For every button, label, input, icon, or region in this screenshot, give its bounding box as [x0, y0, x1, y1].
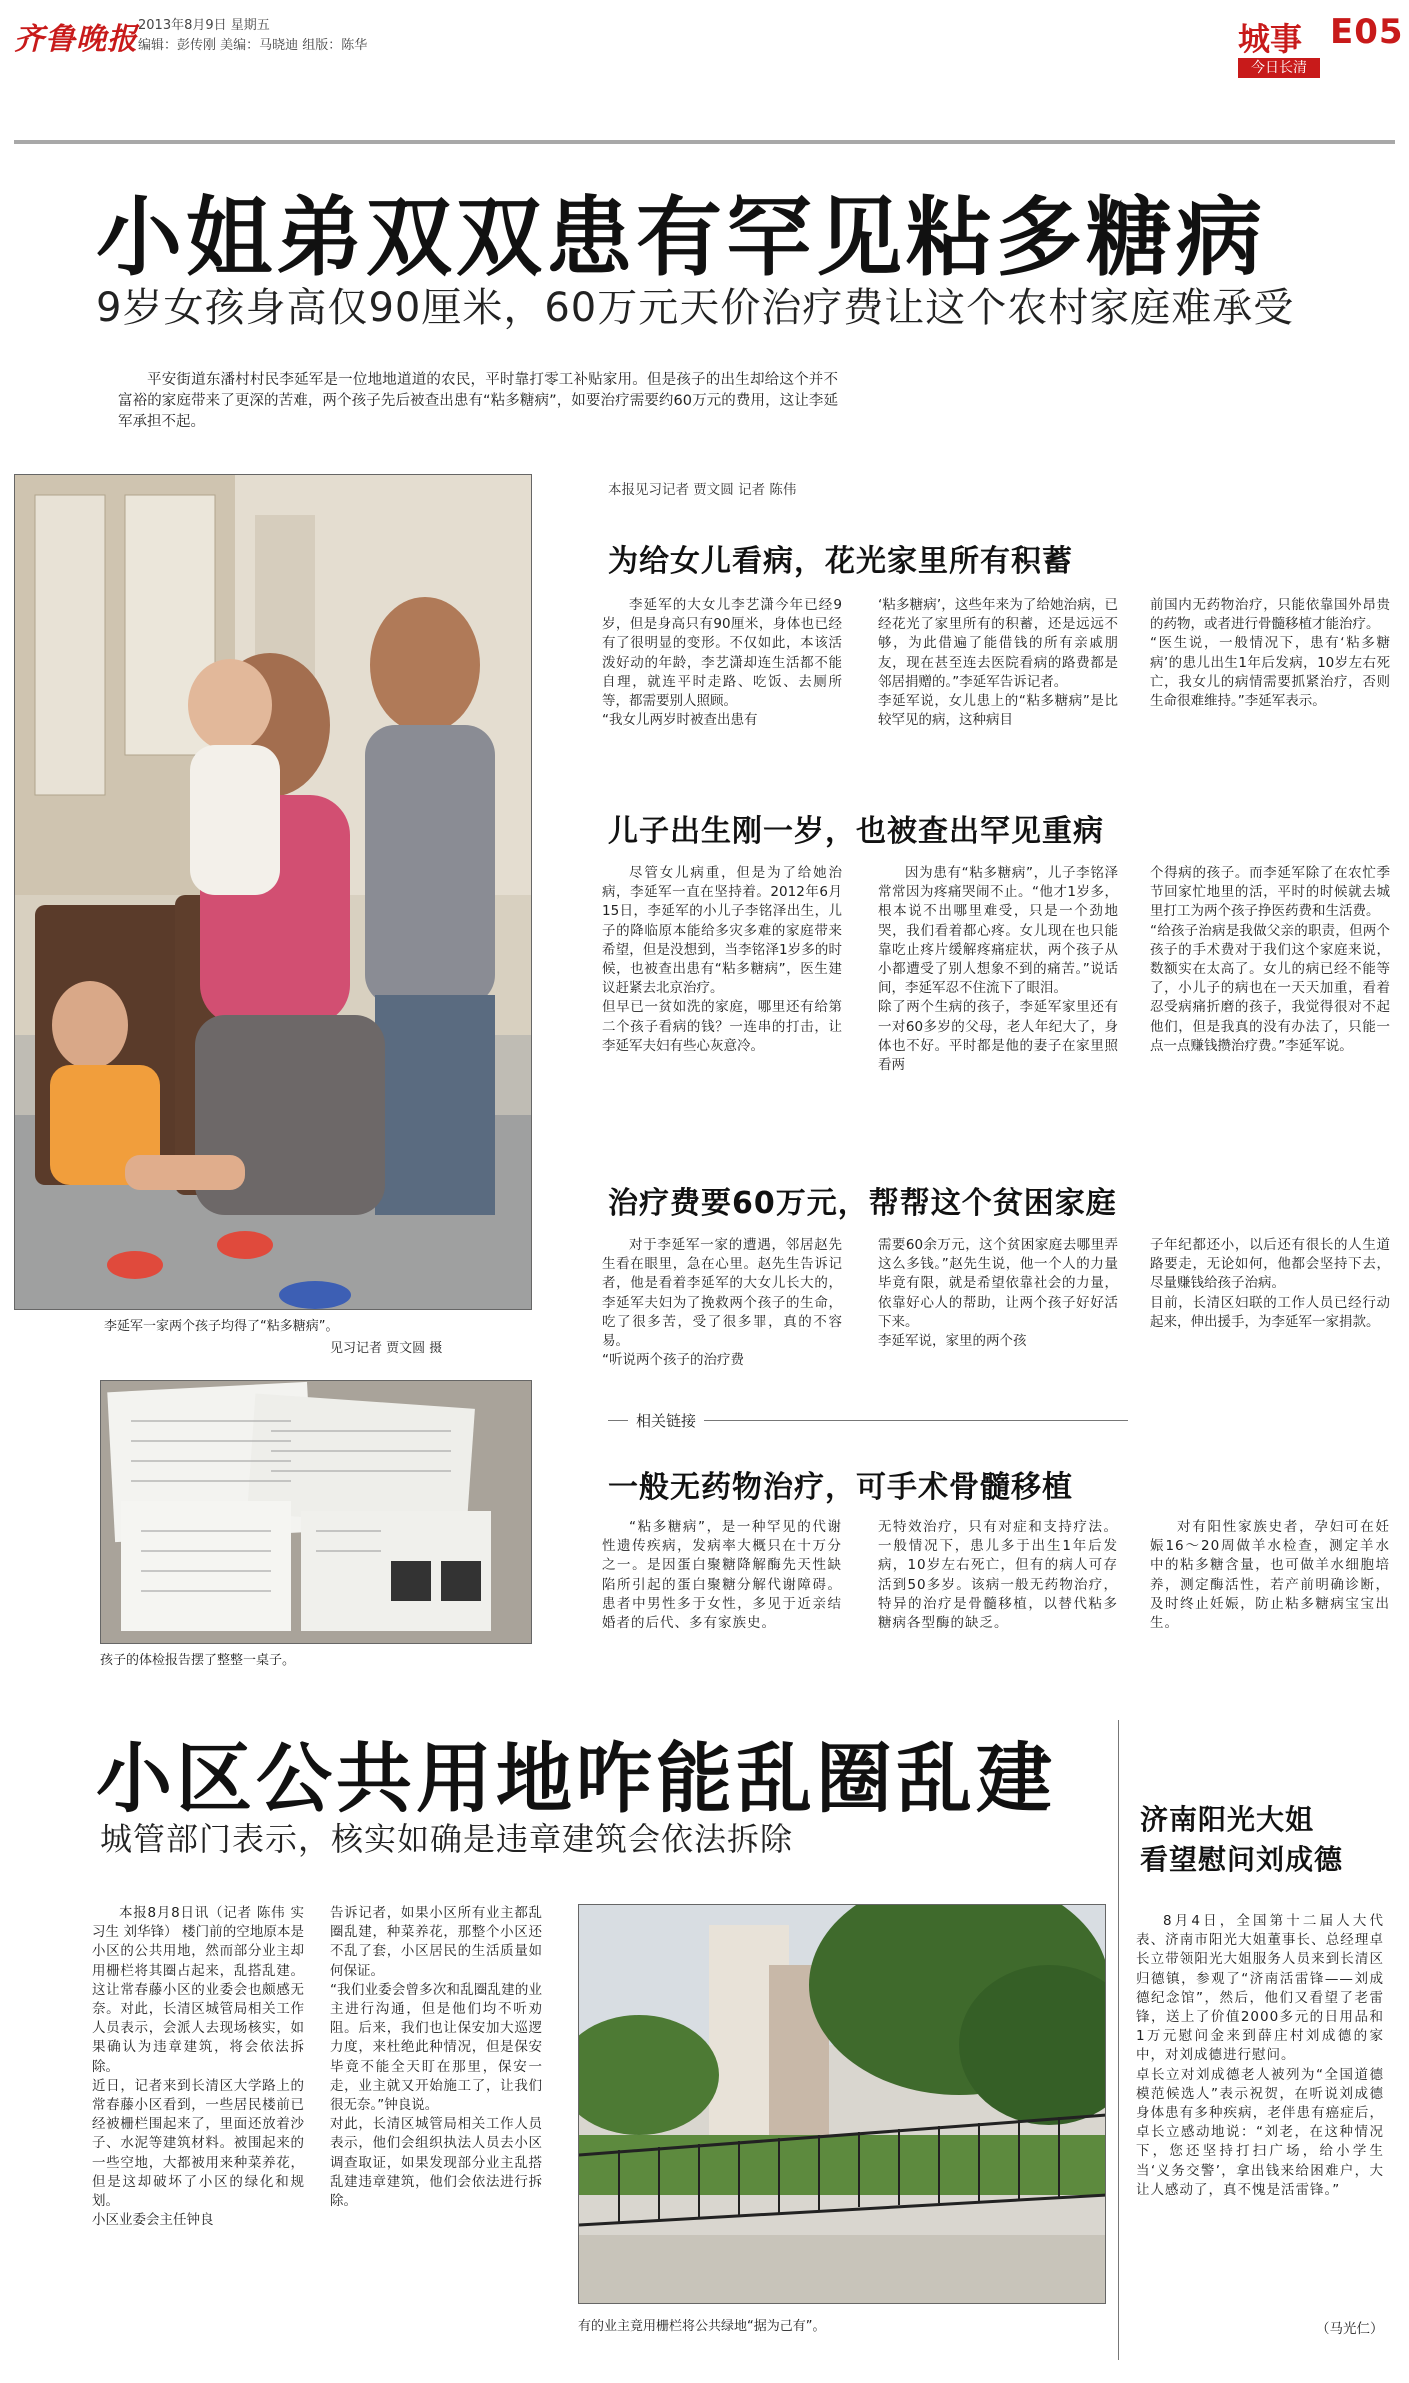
medical-reports-photo — [100, 1380, 532, 1644]
section2-heading: 儿子出生刚一岁，也被查出罕见重病 — [608, 814, 1104, 849]
related-label: 相关链接 — [628, 1410, 704, 1431]
section1-col1 — [602, 596, 842, 730]
section2-col1 — [602, 864, 842, 1056]
section3-col3-text: 子年纪都还小，以后还有很长的人生道路要走，无论如何，他都会坚持下去，尽量赚钱给孩子治病。 目前，长清区妇联的工作人员已经行动起来，伸出援手，为李延军一家捐款。 — [1150, 1237, 1390, 1330]
related-col3-text: 对有阳性家族史者，孕妇可在妊娠16～20周做羊水检查，测定羊水中的粘多糖含量，也可做羊水细胞培养，测定酶活性，若产前明确诊断，及时终止妊娠，防止粘多糖病宝宝出生。 — [1150, 1519, 1390, 1632]
section1-col2 — [878, 596, 1118, 730]
section2-col2-text: 因为患有“粘多糖病”，儿子李铭泽常常因为疼痛哭闹不止。“他才1岁多，根本说不出哪里难受，只是一个劲地哭，我们看着都心疼。女儿现在也只能靠吃止疼片缓解疼痛症状，两个孩子从小都遭受了别人想象不到的痛苦。”说话间，李延军忍不住流下了眼泪。 除了两个生病的孩子，李延军家里还有一对60多岁的父母，老人年纪大了，身体也不好。平时都是他的妻子在家里照看两 — [878, 865, 1118, 1074]
section2-col3 — [1150, 864, 1390, 1056]
sidebar-credit: （马光仁） — [1316, 2321, 1384, 2337]
related-col1-text: “粘多糖病”，是一种罕见的代谢性遗传疾病，发病率大概只在十万分之一。是因蛋白聚糖降解酶先天性缺陷所引起的蛋白聚糖分解代谢障碍。患者中男性多于女性，多见于近亲结婚者的后代、多有家族史。 — [602, 1519, 842, 1632]
section2-col1-text: 尽管女儿病重，但是为了给她治病，李延军一直在坚持着。2012年6月15日，李延军的小儿子李铭泽出生，儿子的降临原本能给多灾多难的家庭带来希望，但是没想到，当李铭泽1岁多的时候，也被查出患有“粘多糖病”，医生建议赶紧去北京治疗。 但早已一贫如洗的家庭，哪里还有给第二个孩子看病的钱？一连串的打击，让李延军夫妇有些心灰意冷。 — [602, 865, 842, 1054]
section3-col2-text: 需要60余万元，这个贫困家庭去哪里弄这么多钱。”赵先生说，他一个人的力量毕竟有限，就是希望依靠社会的力量，依靠好心人的帮助，让两个孩子好好活下来。 李延军说，家里的两个孩 — [878, 1237, 1118, 1350]
section-tag: 今日长清 — [1238, 58, 1320, 78]
section3-heading: 治疗费要60万元，帮帮这个贫困家庭 — [608, 1186, 1117, 1221]
sidebar-divider — [1118, 1720, 1119, 2360]
medical-reports-image — [101, 1381, 532, 1644]
family-photo-credit: 见习记者 贾文圆 摄 — [330, 1341, 443, 1356]
section1-col3-text: 前国内无药物治疗，只能依靠国外昂贵的药物，或者进行骨髓移植才能治疗。 “医生说，一般情况下，患有‘粘多糖病’的患儿出生1年后发病，10岁左右死亡，我女儿的病情需要抓紧治疗，否则生命很难维持。”李延军表示。 — [1150, 597, 1390, 710]
related-col2-text: 无特效治疗，只有对症和支持疗法。一般情况下，患儿多于出生1年后发病，10岁左右死亡，但有的病人可存活到50多岁。该病一般无药物治疗，特异的治疗是骨髓移植，以替代粘多糖病各型酶的缺乏。 — [878, 1519, 1118, 1632]
story1-byline: 本报见习记者 贾文圆 记者 陈伟 — [608, 482, 797, 498]
related-heading: 一般无药物治疗，可手术骨髓移植 — [608, 1470, 1073, 1505]
section1-col2-text: ‘粘多糖病’，这些年来为了给她治病，已经花光了家里所有的积蓄，还是远远不够，为此借遍了能借钱的所有亲戚朋友，现在甚至连去医院看病的路费都是邻居捐赠的。”李延军告诉记者。 李延军说，女儿患上的“粘多糖病”是比较罕见的病，这种病目 — [878, 597, 1118, 729]
page-number: E05 — [1330, 12, 1404, 52]
sidebar-title-line1: 济南阳光大姐 — [1140, 1803, 1315, 1836]
story1-lead: 平安街道东潘村村民李延军是一位地地道道的农民，平时靠打零工补贴家用。但是孩子的出生却给这个并不富裕的家庭带来了更深的苦难，两个孩子先后被查出患有“粘多糖病”，如要治疗需要约60万元的费用，这让李延军承担不起。 — [118, 372, 838, 430]
story2-col2-text: 告诉记者，如果小区所有业主都乱圈乱建，种菜养花，那整个小区还不乱了套，小区居民的生活质量如何保证。 “我们业委会曾多次和乱圈乱建的业主进行沟通，但是他们均不听劝阻。后来，我们也让保安加大巡逻力度，来杜绝此种情况，但是保安毕竟不能全天盯在那里，保安一走，业主就又开始施工了，让我们很无奈。”钟良说。 对此，长清区城管局相关工作人员表示，他们会组织执法人员去小区调查取证，如果发现部分业主乱搭乱建违章建筑，他们会依法进行拆除。 — [330, 1905, 542, 2210]
section2-col3-text: 个得病的孩子。而李延军除了在农忙季节回家忙地里的活，平时的时候就去城里打工为两个孩子挣医药费和生活费。 “给孩子治病是我做父亲的职责，但两个孩子的手术费对于我们这个家庭来说，数额实在太高了。女儿的病已经不能等了，小儿子的病也在一天天加重，看着忍受病痛折磨的孩子，我觉得很对不起他们，但是我真的没有办法了，只能一点一点赚钱攒治疗费。”李延军说。 — [1150, 865, 1390, 1054]
section1-col1-text: 李延军的大女儿李艺潇今年已经9岁，但是身高只有90厘米，身体也已经有了很明显的变形。不仅如此，本该活泼好动的年龄，李艺潇却连生活都不能自理，就连平时走路、吃饭、去厕所等，都需要别人照顾。 “我女儿两岁时被查出患有 — [602, 597, 842, 729]
story2-col2 — [330, 1904, 542, 2211]
sidebar-body — [1136, 1912, 1384, 2200]
related-col2 — [878, 1518, 1118, 1633]
issue-date: 2013年8月9日 星期五 — [138, 18, 270, 33]
story2-col1 — [92, 1904, 304, 2230]
story2-headline: 小区公共用地咋能乱圈乱建 — [96, 1734, 1056, 1823]
section3-col1 — [602, 1236, 842, 1370]
section1-heading: 为给女儿看病，花光家里所有积蓄 — [608, 544, 1073, 579]
sidebar-title-line2: 看望慰问刘成德 — [1140, 1843, 1344, 1876]
family-photo-caption: 李延军一家两个孩子均得了“粘多糖病”。 — [104, 1319, 339, 1334]
story2-subheadline: 城管部门表示，核实如确是违章建筑会依法拆除 — [100, 1820, 794, 1858]
header-rule — [14, 140, 1395, 144]
story2-col1-text: 本报8月8日讯（记者 陈伟 实习生 刘华锋） 楼门前的空地原本是小区的公共用地，然而部分业主却用栅栏将其圈占起来，乱搭乱建。这让常春藤小区的业委会也颇感无奈。对此，长清区城管局相关工作人员表示，会派人去现场核实，如果确认为违章建筑，将会依法拆除。 近日，记者来到长清区大学路上的常春藤小区看到，一些居民楼前已经被栅栏围起来了，里面还放着沙子、水泥等建筑材料。被围起来的一些空地，大都被用来种菜养花，但是这却破坏了小区的绿化和规划。 小区业委会主任钟良 — [92, 1905, 304, 2229]
section3-col3 — [1150, 1236, 1390, 1332]
section-name: 城事 — [1238, 20, 1303, 58]
fence-photo — [578, 1904, 1106, 2304]
related-col1 — [602, 1518, 842, 1633]
family-photo-image — [15, 475, 532, 1310]
medical-reports-caption: 孩子的体检报告摆了整整一桌子。 — [100, 1653, 296, 1668]
section3-col1-text: 对于李延军一家的遭遇，邻居赵先生看在眼里，急在心里。赵先生告诉记者，他是看着李延军的大女儿长大的，李延军夫妇为了挽救两个孩子的生命，吃了很多苦，受了很多罪，真的不容易。 “听说两个孩子的治疗费 — [602, 1237, 842, 1369]
section1-col3 — [1150, 596, 1390, 711]
fence-photo-image — [579, 1905, 1106, 2304]
family-photo — [14, 474, 532, 1310]
editor-credits: 编辑：彭传刚 美编：马晓迪 组版：陈华 — [138, 38, 368, 53]
section3-col2 — [878, 1236, 1118, 1351]
fence-photo-caption: 有的业主竟用栅栏将公共绿地“据为己有”。 — [578, 2319, 826, 2334]
section2-col2 — [878, 864, 1118, 1075]
newspaper-logo: 齐鲁晚报 — [14, 22, 138, 57]
sidebar-body-text: 8月4日，全国第十二届人大代表、济南市阳光大姐董事长、总经理卓长立带领阳光大姐服务人员来到长清区归德镇，参观了“济南活雷锋——刘成德纪念馆”，然后，他们又看望了老雷锋，送上了价值2000多元的日用品和1万元慰问金来到薛庄村刘成德的家中，对刘成德进行慰问。 卓长立对刘成德老人被列为“全国道德模范候选人”表示祝贺，在听说刘成德身体患有多种疾病，老伴患有癌症后，卓长立感动地说：“刘老，在这种情况下，您还坚持打扫广场，给小学生当‘义务交警’，拿出钱来给困难户，大让人感动了，真不愧是活雷锋。” — [1136, 1913, 1384, 2198]
story1-subheadline: 9岁女孩身高仅90厘米，60万元天价治疗费让这个农村家庭难承受 — [96, 285, 1295, 331]
story1-headline: 小姐弟双双患有罕见粘多糖病 — [96, 188, 1266, 288]
related-col3 — [1150, 1518, 1390, 1633]
